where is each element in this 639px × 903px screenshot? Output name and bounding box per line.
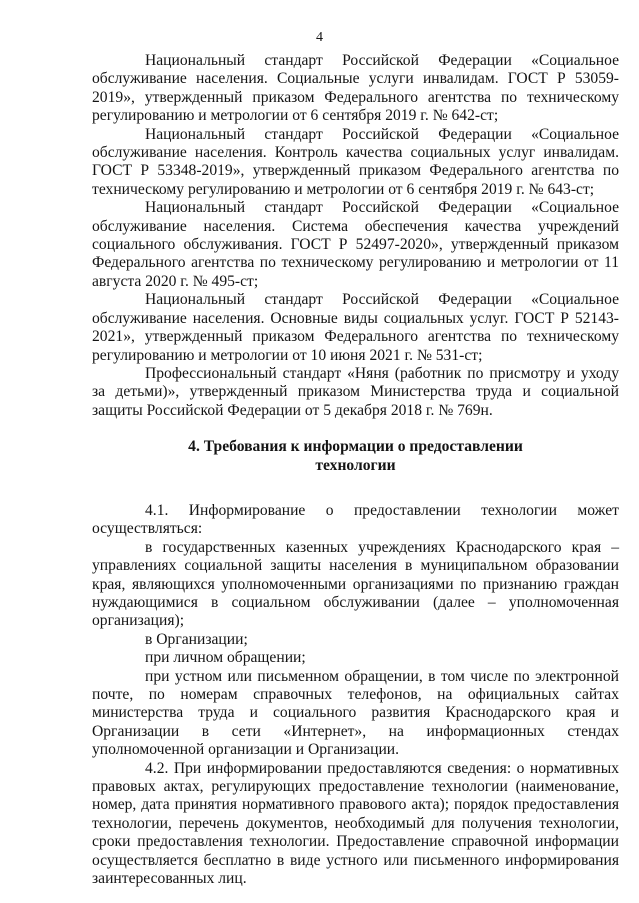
page-number: 4	[316, 30, 323, 45]
section-heading-line-1: 4. Требования к информации о предоставлении	[188, 438, 523, 456]
paragraph-in-organization: в Организации;	[145, 630, 248, 648]
paragraph-gost-52143: Национальный стандарт Российской Федерации «Социальное обслуживание населения. Основные виды социальных услуг. ГОСТ Р 52143-2021», утвержденный приказом Федерального агентства по техническому регулированию и метрологии от 10 июня 2021 г. № 531-ст;	[92, 291, 619, 364]
section-heading	[92, 438, 619, 475]
section-heading-line-2: технологии	[315, 456, 396, 474]
paragraph-personal-visit: при личном обращении;	[145, 649, 306, 667]
paragraph-4-2: 4.2. При информировании предоставляются сведения: о нормативных правовых актах, регулирующих предоставление технологии (наименование, номер, дата принятия нормативного правового акта); порядок предоставления технологии, перечень документов, необходимый для получения технологии, сроки предоставления технологии. Предоставление справочной информации осуществляется бесплатно в виде устного или письменного информирования заинтересованных лиц.	[92, 759, 619, 888]
paragraph-gost-53059: Национальный стандарт Российской Федерации «Социальное обслуживание населения. Социальные услуги инвалидам. ГОСТ Р 53059-2019», утвержденный приказом Федерального агентства по техническому регулированию и метрологии от 6 сентября 2019 г. № 642-ст;	[92, 52, 619, 125]
paragraph-oral-written-request: при устном или письменном обращении, в том числе по электронной почте, по номерам справочных телефонов, на официальных сайтах министерства труда и социального развития Краснодарского края и Организации в сети «Интернет», на информационных стендах уполномоченной организации и Организации.	[92, 667, 619, 759]
paragraph-gost-53348: Национальный стандарт Российской Федерации «Социальное обслуживание населения. Контроль качества социальных услуг инвалидам. ГОСТ Р 53348-2019», утвержденный приказом Федерального агентства по техническому регулированию и метрологии от 6 сентября 2019 г. № 643-ст;	[92, 125, 619, 198]
document-body	[92, 52, 619, 888]
paragraph-4-1: 4.1. Информирование о предоставлении технологии может осуществляться:	[92, 501, 619, 538]
paragraph-state-institutions: в государственных казенных учреждениях Краснодарского края – управлениях социальной защиты населения в муниципальном образовании края, являющихся уполномоченными организациями по признанию граждан нуждающимися в социальном обслуживании (далее – уполномоченная организация);	[92, 538, 619, 630]
paragraph-prof-standard-nanny: Профессиональный стандарт «Няня (работник по присмотру и уходу за детьми)», утвержденный приказом Министерства труда и социальной защиты Российской Федерации от 5 декабря 2018 г. № 769н.	[92, 364, 619, 419]
paragraph-gost-52497: Национальный стандарт Российской Федерации «Социальное обслуживание населения. Система обеспечения качества учреждений социального обслуживания. ГОСТ Р 52497-2020», утвержденный приказом Федерального агентства по техническому регулированию и метрологии от 11 августа 2020 г. № 495-ст;	[92, 199, 619, 290]
